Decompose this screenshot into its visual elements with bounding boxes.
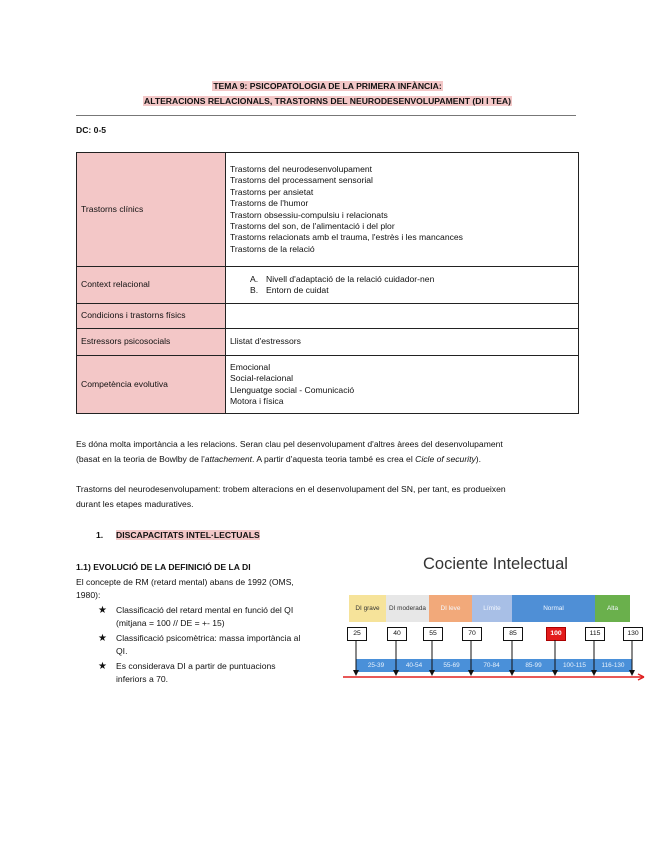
range-label: 25-39 [356,659,396,672]
line: Trastorns del neurodesenvolupament [230,163,373,174]
subsection-heading: 1.1) EVOLUCIÓ DE LA DEFINICIÓ DE LA DI [76,562,251,572]
line: Trastorns per ansietat [230,186,314,197]
table-row [77,356,579,414]
iq-band: Límite [472,595,512,622]
range-label: 40-54 [396,659,432,672]
star-bullet-icon: ★ [98,605,107,616]
table-row [77,153,579,267]
star-bullet-icon: ★ [98,661,107,672]
range-label: 116-130 [594,659,632,672]
row-content [226,304,579,329]
marker-arrow-head-icon [629,670,635,676]
iq-band: DI moderada [386,595,429,622]
marker-arrow-head-icon [393,670,399,676]
intro-line: 1980): [76,590,101,600]
iq-band: Alta [595,595,630,622]
iq-band: DI leve [429,595,472,622]
line: Llenguatge social - Comunicació [230,384,355,395]
classification-table [76,152,579,414]
row-label: Competència evolutiva [77,356,226,414]
marker-arrow-head-icon [509,670,515,676]
line: Trastorn obsessiu-compulsiu i relacionats [230,209,388,220]
line: Trastorns del son, de l'alimentació i del plor [230,220,395,231]
line: Emocional [230,361,271,372]
row-label: Estressors psicosocials [77,329,226,356]
row-label: Trastorns clínics [77,153,226,267]
range-label: 55-69 [432,659,471,672]
row-content [226,356,579,414]
score-marker: 40 [387,627,407,641]
para-line: Es dóna molta importància a les relacions. Seran clau pel desenvolupament d'altres àrees del desenvolupament [76,439,503,449]
score-marker: 85 [503,627,523,641]
doc-title-line1: TEMA 9: PSICOPATOLOGIA DE LA PRIMERA INFÀNCIA: [213,81,442,91]
chart-title: Cociente Intelectual [423,555,568,573]
score-marker: 115 [585,627,605,641]
line: Trastorns de la relació [230,243,315,254]
bullet-item: ★ Classificació del retard mental en funció del QI (mitjana = 100 // DE = +- 15) [98,605,294,628]
marker-arrow-head-icon [591,670,597,676]
intro-text [76,576,336,602]
paragraph-neurodevelopment [76,482,576,512]
score-marker: 70 [462,627,482,641]
para-line: Trastorns del neurodesenvolupament: trobem alteracions en el desenvolupament del SN, per tant, es produeixen [76,484,506,494]
para-line: durant les etapes maduratives. [76,499,194,509]
range-label: 70-84 [471,659,512,672]
row-label: Context relacional [77,267,226,304]
table-row [77,304,579,329]
list-item: A. Nivell d'adaptació de la relació cuidador-nen [250,273,435,284]
para-line: (basat en la teoria de Bowlby de l'attachement. A partir d'aquesta teoria també es crea el Cicle of security). [76,454,482,464]
section-heading: 1. DISCAPACITATS INTEL·LECTUALS [96,530,260,540]
range-label: 100-115 [555,659,594,672]
paragraph-relations [76,437,576,467]
row-content [226,267,579,304]
list-item: B. Entorn de cuidat [250,285,329,295]
star-bullet-icon: ★ [98,633,107,644]
score-marker: 130 [623,627,643,641]
marker-arrow-head-icon [468,670,474,676]
row-content [226,153,579,267]
score-marker: 55 [423,627,443,641]
line: Motora i física [230,395,284,406]
line: Trastorns relacionats amb el trauma, l'estrès i les mancances [230,232,463,243]
bullet-item: ★ Es considerava DI a partir de puntuacions inferiors a 70. [98,661,276,684]
score-marker: 25 [347,627,367,641]
table-row [77,329,579,356]
iq-band: DI grave [349,595,386,622]
line: Llistat d'estressors [230,336,301,347]
line: Trastorns del processament sensorial [230,175,373,186]
marker-arrow-head-icon [552,670,558,676]
line: Social-relacional [230,373,294,384]
score-marker: 100 [546,627,566,641]
title-divider [76,115,576,116]
dc-label: DC: 0-5 [76,125,107,135]
line: Trastorns de l'humor [230,198,309,209]
marker-arrow-head-icon [353,670,359,676]
axis-arrow-icon [638,674,644,680]
iq-band: Normal [512,595,595,622]
range-label: 85-99 [512,659,555,672]
table-row [77,267,579,304]
doc-title-line2: ALTERACIONS RELACIONALS, TRASTORNS DEL NEURODESENVOLUPAMENT (DI I TEA) [144,96,511,106]
row-content [226,329,579,356]
row-label: Condicions i trastorns físics [77,304,226,329]
marker-arrow-head-icon [429,670,435,676]
intro-line: El concepte de RM (retard mental) abans de 1992 (OMS, [76,577,294,587]
bullet-item: ★ Classificació psicomètrica: massa importància al QI. [98,633,301,656]
